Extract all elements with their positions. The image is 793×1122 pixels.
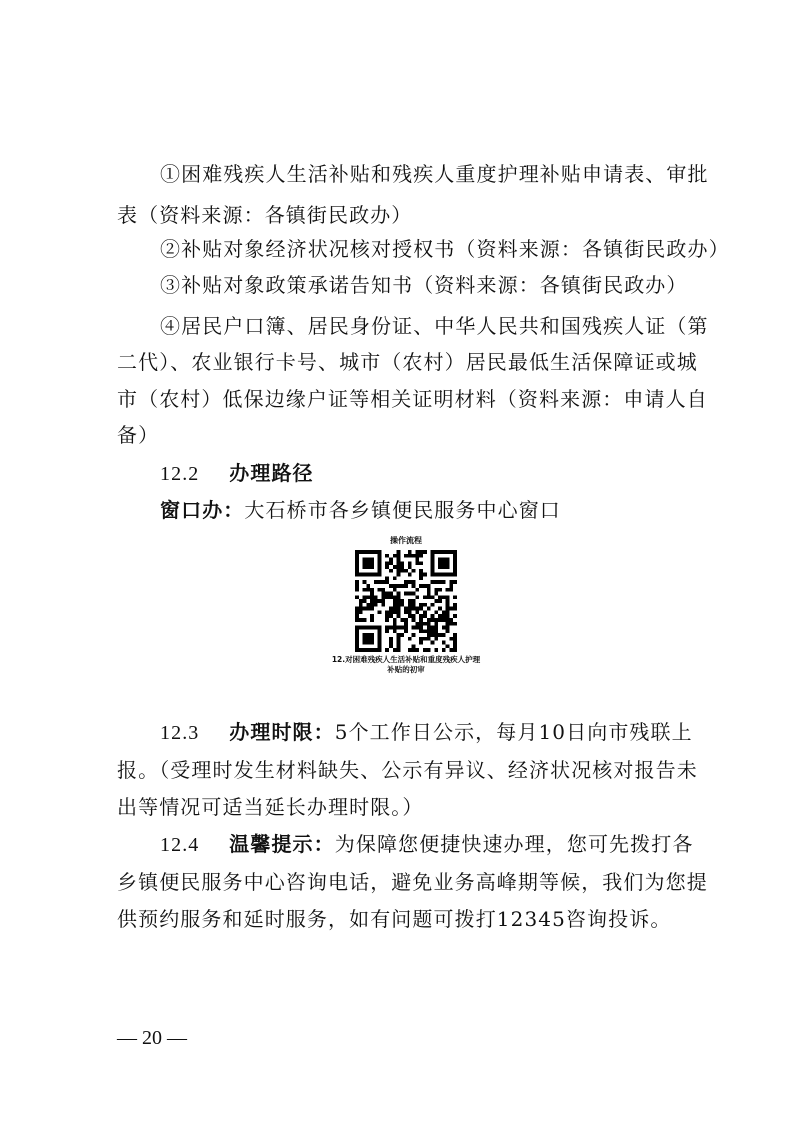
section-text: 为保障您便捷快速办理，您可先拨打各 (334, 832, 694, 856)
material-item-4-line-3: 市（农村）低保边缘户证等相关证明材料（资料来源：申请人自 (117, 387, 708, 411)
window-service-line (160, 496, 680, 524)
section-number: 12.3 (160, 722, 200, 744)
section-12-2-heading (160, 459, 680, 488)
qr-caption-line-1: 12.对困难残疾人生活补贴和重度残疾人护理 (331, 655, 481, 664)
qr-code-image[interactable] (352, 550, 460, 652)
material-item-4-line-2: 二代）、农业银行卡号、城市（农村）居民最低生活保障证或城 (117, 350, 698, 374)
material-item-4-line-4: 备） (117, 423, 160, 447)
section-12-4-line-1 (160, 830, 694, 859)
section-label: 温馨提示： (229, 832, 335, 856)
qr-title: 操作流程 (390, 536, 422, 545)
section-12-4-line-2: 乡镇便民服务中心咨询电话，避免业务高峰期等候，我们为您提 (117, 870, 708, 894)
section-text: 5个工作日公示，每月10日向市残联上 (334, 720, 693, 744)
section-12-3-line-3: 出等情况可适当延长办理时限。） (117, 795, 424, 819)
qr-code-block (322, 536, 490, 675)
window-text: 大石桥市各乡镇便民服务中心窗口 (244, 498, 561, 522)
material-item-2: ②补贴对象经济状况核对授权书（资料来源：各镇街民政办） (160, 237, 730, 261)
section-12-3-line-1 (160, 718, 693, 747)
section-number: 12.4 (160, 834, 200, 856)
section-title: 办理路径 (229, 461, 314, 485)
material-item-4-line-1: ④居民户口簿、居民身份证、中华人民共和国残疾人证（第 (160, 314, 709, 338)
section-12-3-line-2: 报。（受理时发生材料缺失、公示有异议、经济状况核对报告未 (117, 758, 698, 782)
section-number: 12.2 (160, 463, 200, 485)
section-12-4-line-3: 供预约服务和延时服务，如有问题可拨打12345咨询投诉。 (117, 907, 672, 931)
material-item-1-line-2: 表（资料来源：各镇街民政办） (117, 203, 413, 227)
material-item-3: ③补贴对象政策承诺告知书（资料来源：各镇街民政办） (160, 273, 688, 297)
material-item-1-line-1: ①困难残疾人生活补贴和残疾人重度护理补贴申请表、审批 (160, 162, 709, 186)
section-label: 办理时限： (229, 720, 335, 744)
qr-caption-line-2: 补贴的初审 (387, 665, 425, 674)
window-label: 窗口办： (160, 498, 245, 522)
page-number: — 20 — (117, 1027, 187, 1049)
